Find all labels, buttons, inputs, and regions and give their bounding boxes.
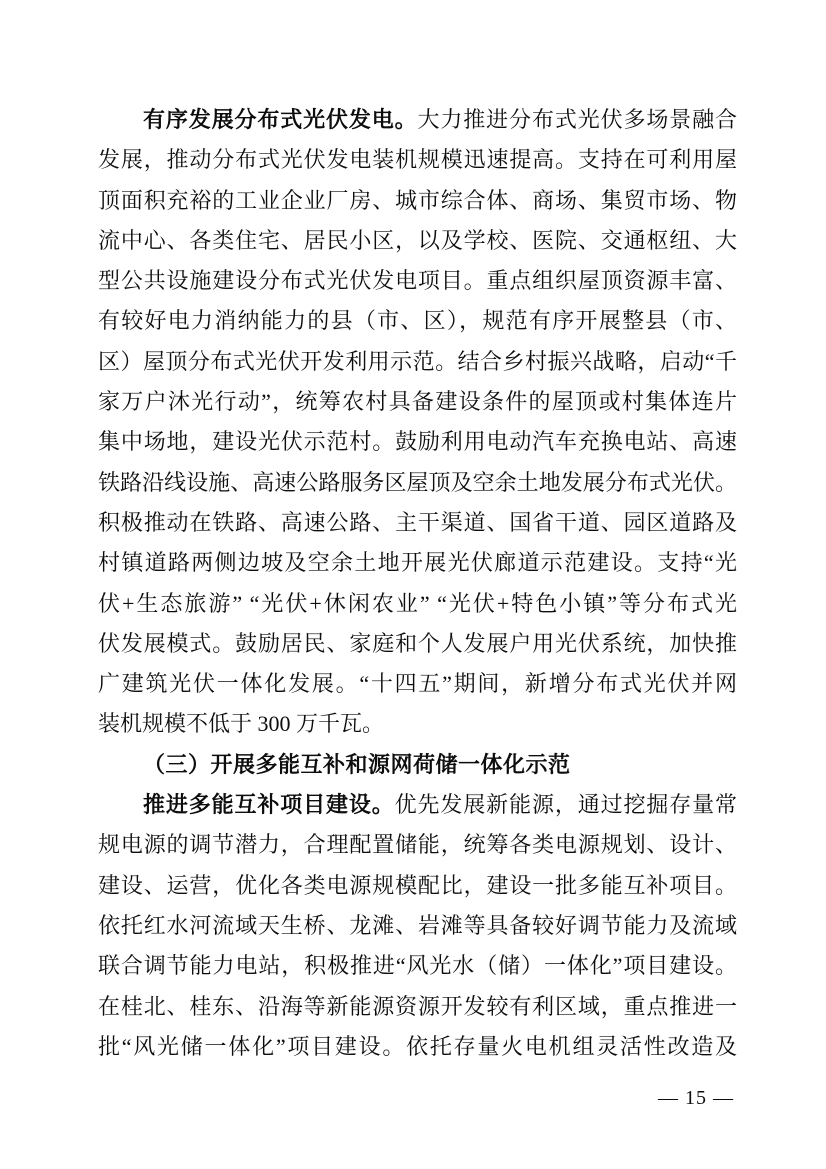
paragraph-line <box>98 866 737 906</box>
paragraph-text: 联合调节能力电站，积极推进“风光水（储）一体化”项目建设。 <box>98 953 737 979</box>
paragraph-line <box>98 785 737 825</box>
paragraph-line <box>98 987 737 1027</box>
paragraph-text: 批“风光储一体化”项目建设。依托存量火电机组灵活性改造及 <box>98 1033 737 1059</box>
section-heading-text: （三）开展多能互补和源网荷储一体化示范 <box>143 751 571 777</box>
paragraph-line <box>98 261 737 301</box>
paragraph-text: 在桂北、桂东、沿海等新能源资源开发较有利区域，重点推进一 <box>98 993 737 1019</box>
paragraph-text: 积极推动在铁路、高速公路、主干渠道、国省干道、园区道路及 <box>98 509 737 535</box>
paragraph-text: 伏发展模式。鼓励居民、家庭和个人发展户用光伏系统，加快推 <box>98 630 737 656</box>
paragraph-lead-bold: 有序发展分布式光伏发电。 <box>143 107 418 132</box>
paragraph-text: 发展，推动分布式光伏发电装机规模迅速提高。支持在可利用屋 <box>98 147 737 173</box>
paragraph-text: 集中场地，建设光伏示范村。鼓励利用电动汽车充换电站、高速 <box>98 429 737 455</box>
paragraph-text: 广建筑光伏一体化发展。“十四五”期间，新增分布式光伏并网 <box>98 671 737 697</box>
paragraph-text: 依托红水河流域天生桥、龙滩、岩滩等具备较好调节能力及流域 <box>98 912 737 938</box>
paragraph-text: 铁路沿线设施、高速公路服务区屋顶及空余土地发展分布式光伏。 <box>98 469 737 495</box>
paragraph-line <box>98 382 737 422</box>
page-number: — 15 — <box>658 1087 734 1109</box>
paragraph-line <box>98 825 737 865</box>
paragraph-text: 装机规模不低于 300 万千瓦。 <box>98 711 385 737</box>
paragraph-line <box>98 100 737 140</box>
document-body <box>98 100 737 1067</box>
paragraph-text: 顶面积充裕的工业企业厂房、城市综合体、商场、集贸市场、物 <box>98 187 737 213</box>
paragraph-line <box>98 422 737 462</box>
paragraph-line <box>98 342 737 382</box>
paragraph-text: 大力推进分布式光伏多场景融合 <box>417 107 737 132</box>
paragraph-text: 伏+生态旅游” “光伏+休闲农业” “光伏+特色小镇”等分布式光 <box>98 590 737 616</box>
paragraph-line <box>98 543 737 583</box>
paragraph-line <box>98 704 737 744</box>
paragraph-text: 优先发展新能源，通过挖掘存量常 <box>394 792 737 818</box>
paragraph-text: 型公共设施建设分布式光伏发电项目。重点组织屋顶资源丰富、 <box>98 268 737 294</box>
paragraph-text: 家万户沐光行动”，统筹农村具备建设条件的屋顶或村集体连片 <box>98 389 737 415</box>
paragraph-line <box>98 140 737 180</box>
paragraph-text: 村镇道路两侧边坡及空余土地开展光伏廊道示范建设。支持“光 <box>98 550 737 576</box>
paragraph-line <box>98 584 737 624</box>
paragraph-line <box>98 181 737 221</box>
paragraph-text: 流中心、各类住宅、居民小区，以及学校、医院、交通枢纽、大 <box>98 227 737 253</box>
paragraph-line <box>98 664 737 704</box>
section-heading <box>98 745 737 785</box>
paragraph-line <box>98 503 737 543</box>
paragraph-line <box>98 221 737 261</box>
paragraph-line <box>98 906 737 946</box>
paragraph-text: 区）屋顶分布式光伏开发利用示范。结合乡村振兴战略，启动“千 <box>98 348 737 374</box>
paragraph-text: 规电源的调节潜力，合理配置储能，统筹各类电源规划、设计、 <box>98 832 737 858</box>
paragraph-text: 建设、运营，优化各类电源规模配比，建设一批多能互补项目。 <box>98 872 737 898</box>
paragraph-line <box>98 946 737 986</box>
paragraph-line <box>98 463 737 503</box>
paragraph-line <box>98 1027 737 1067</box>
paragraph-line <box>98 301 737 341</box>
paragraph-text: 有较好电力消纳能力的县（市、区），规范有序开展整县（市、 <box>98 308 737 334</box>
paragraph-lead-bold: 推进多能互补项目建设。 <box>143 792 395 818</box>
paragraph-line <box>98 624 737 664</box>
